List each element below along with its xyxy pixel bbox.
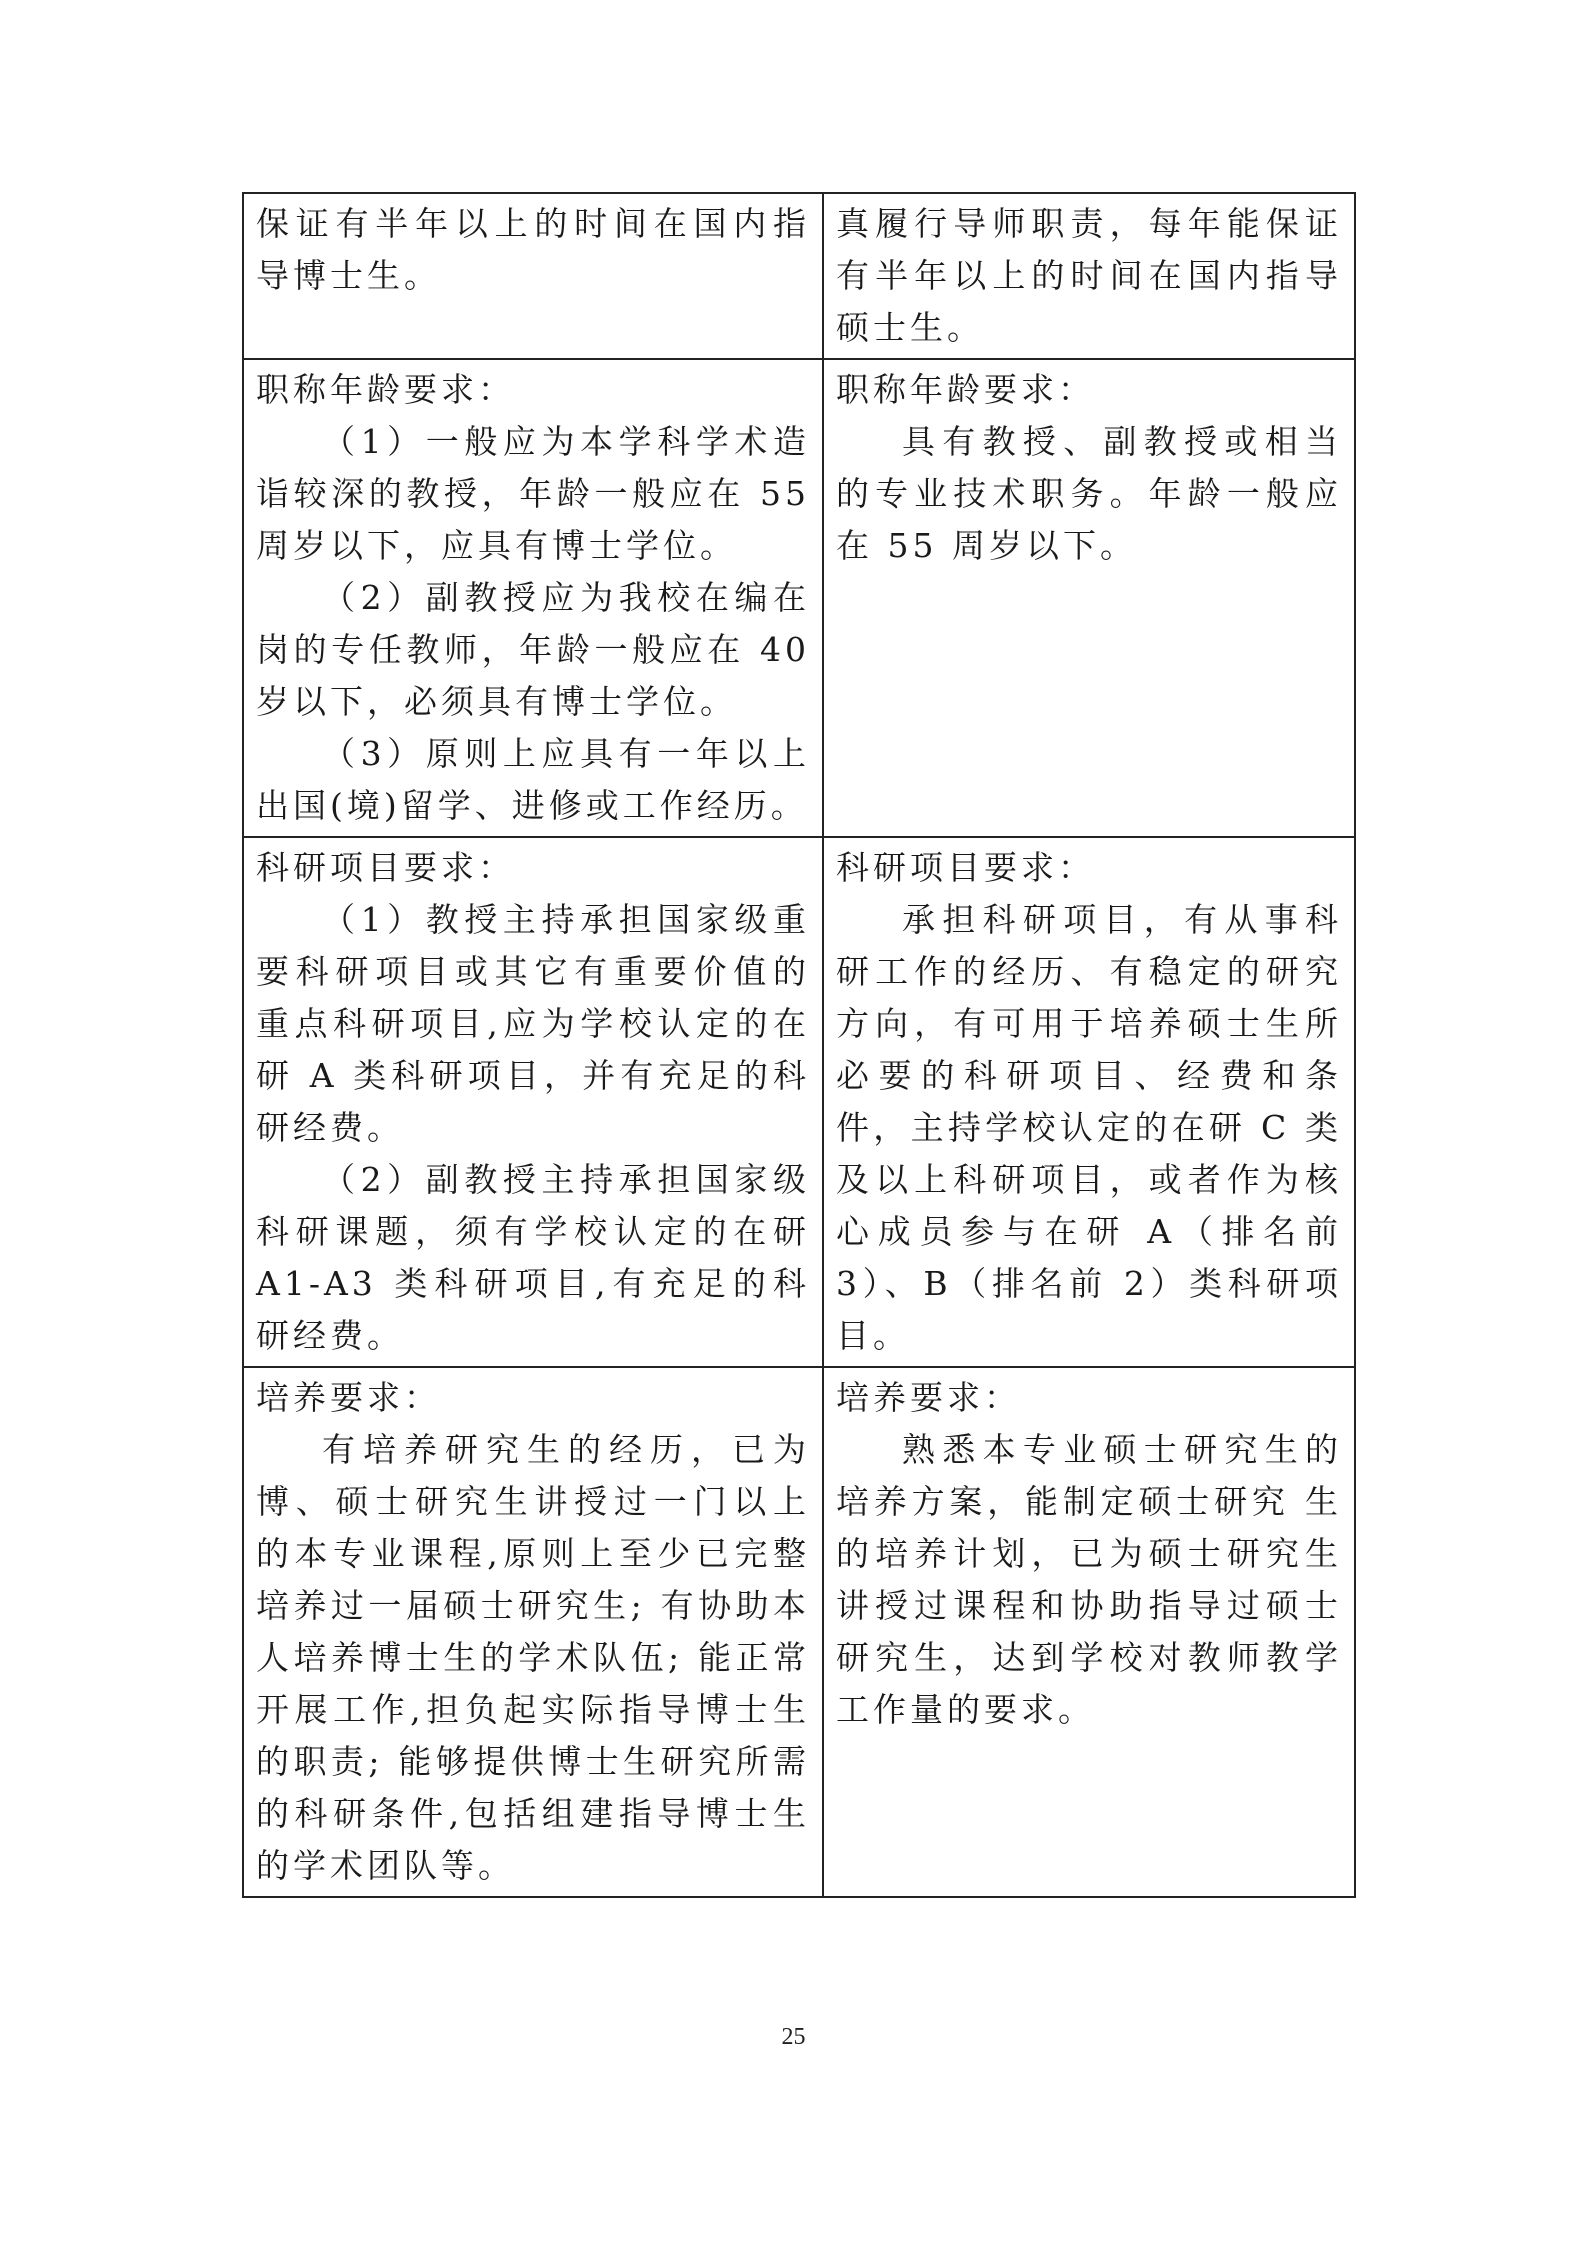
doctoral-supervisor-cell [243,837,823,1367]
cell-paragraph: 保证有半年以上的时间在国内指导博士生。 [256,204,810,295]
master-supervisor-cell [823,359,1355,837]
cell-paragraph: 具有教授、副教授或相当的专业技术职务。年龄一般应在 55 周岁以下。 [836,422,1342,565]
cell-paragraph: （3）原则上应具有一年以上出国(境)留学、进修或工作经历。 [256,734,810,825]
table-row [243,837,1355,1367]
cell-heading: 科研项目要求： [256,848,515,887]
cell-paragraph: 真履行导师职责，每年能保证有半年以上的时间在国内指导硕士生。 [836,204,1342,347]
cell-heading: 职称年龄要求： [256,370,515,409]
cell-heading: 科研项目要求： [836,848,1095,887]
cell-paragraph: 承担科研项目，有从事科研工作的经历、有稳定的研究方向，有可用于培养硕士生所必要的科研项目、经费和条件，主持学校认定的在研 C 类及以上科研项目，或者作为核心成员参与在研 A（排名前 3）、B（排名前 2）类科研项目。 [836,900,1342,1355]
cell-heading: 职称年龄要求： [836,370,1095,409]
cell-paragraph: （2）副教授应为我校在编在岗的专任教师，年龄一般应在 40 岁以下，必须具有博士学位。 [256,578,810,721]
cell-paragraph: （1）一般应为本学科学术造诣较深的教授，年龄一般应在 55 周岁以下，应具有博士学位。 [256,422,810,565]
cell-paragraph: 有培养研究生的经历，已为博、硕士研究生讲授过一门以上的本专业课程,原则上至少已完整培养过一届硕士研究生; 有协助本人培养博士生的学术队伍; 能正常开展工作,担负起实际指导博士生的职责; 能够提供博士生研究所需的科研条件,包括组建指导博士生的学术团队等。 [256,1430,810,1885]
doctoral-supervisor-cell [243,193,823,359]
cell-paragraph: 熟悉本专业硕士研究生的培养方案，能制定硕士研究 生的培养计划，已为硕士研究生讲授过课程和协助指导过硕士研究生，达到学校对教师教学工作量的要求。 [836,1430,1342,1729]
table-row [243,193,1355,359]
cell-paragraph: （2）副教授主持承担国家级科研课题，须有学校认定的在研 A1-A3 类科研项目,有充足的科研经费。 [256,1160,810,1355]
requirements-table [242,192,1356,1898]
doctoral-supervisor-cell [243,359,823,837]
cell-heading: 培养要求： [256,1378,441,1417]
cell-heading: 培养要求： [836,1378,1021,1417]
table-row [243,1367,1355,1897]
master-supervisor-cell [823,837,1355,1367]
master-supervisor-cell [823,1367,1355,1897]
doctoral-supervisor-cell [243,1367,823,1897]
page-number: 25 [781,2024,806,2050]
master-supervisor-cell [823,193,1355,359]
table-row [243,359,1355,837]
cell-paragraph: （1）教授主持承担国家级重要科研项目或其它有重要价值的重点科研项目,应为学校认定的在研 A 类科研项目，并有充足的科研经费。 [256,900,810,1147]
